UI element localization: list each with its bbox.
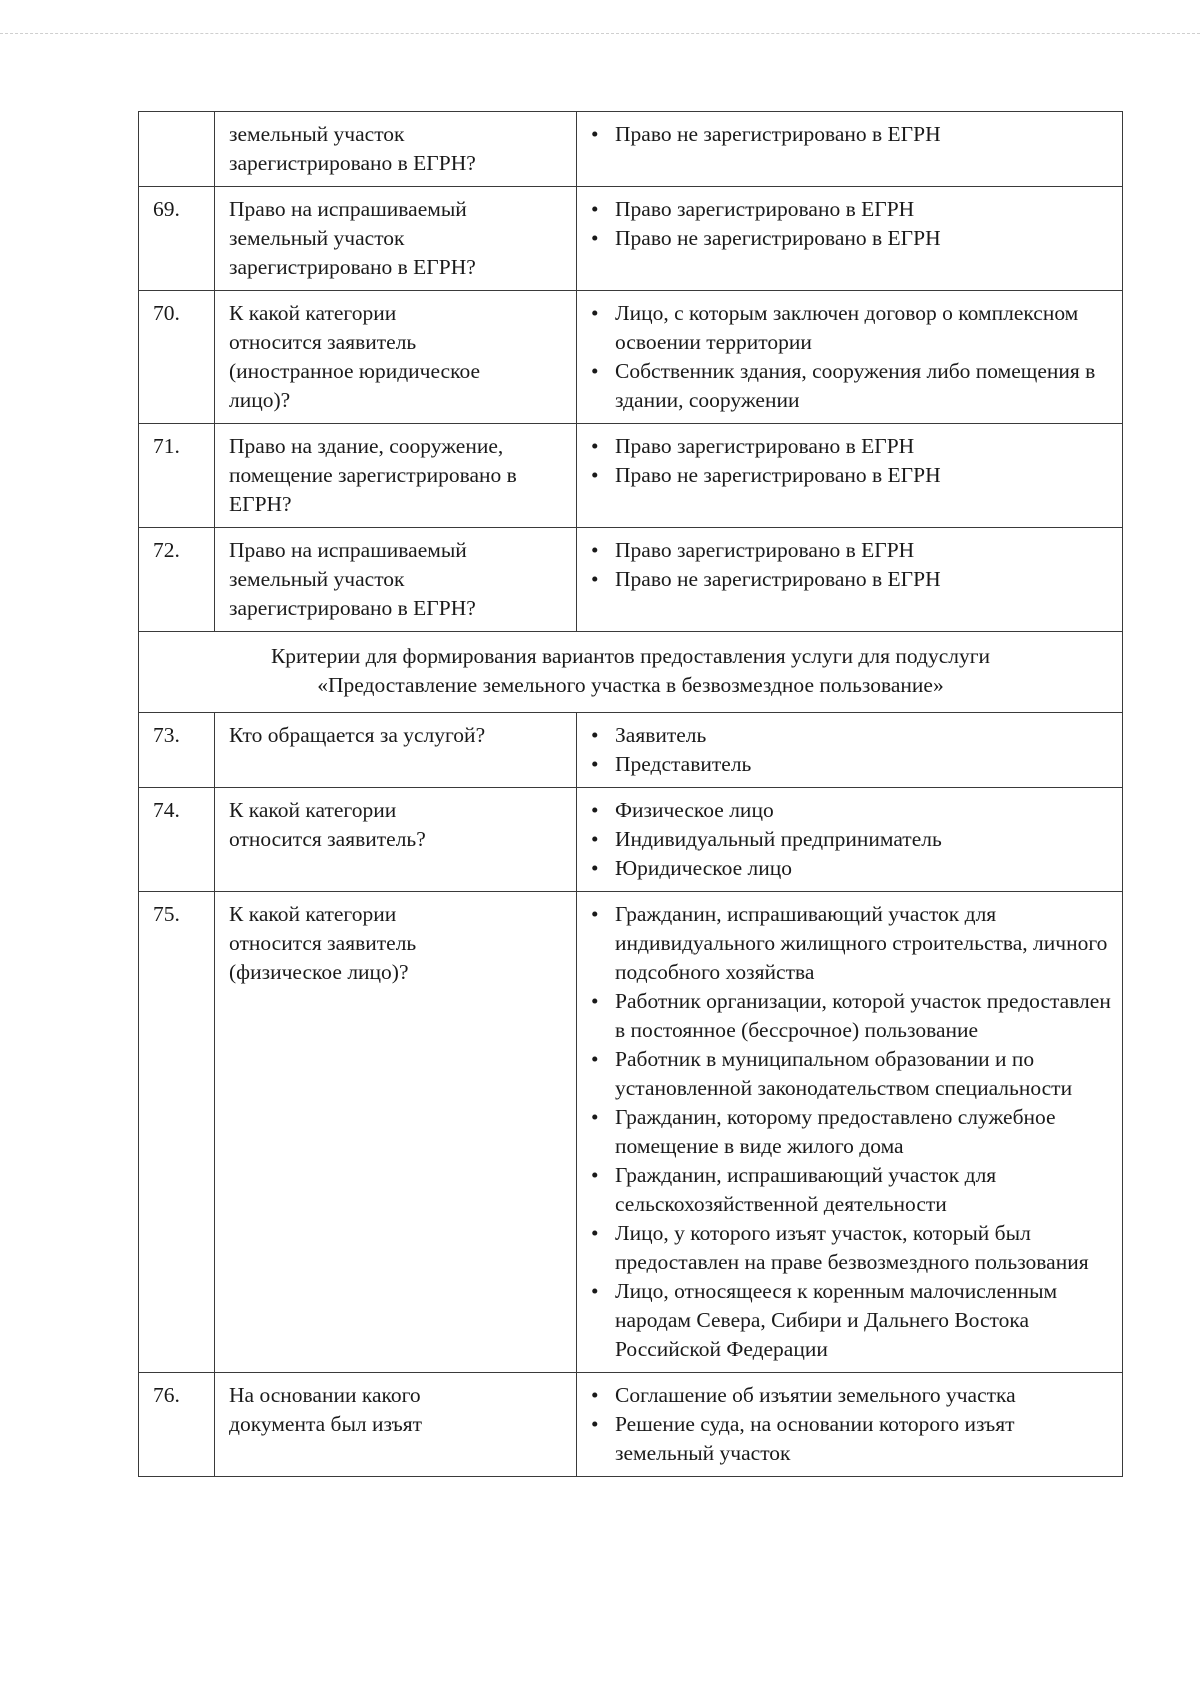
option-item: • Решение суда, на основании которого изъят земельный участок <box>591 1410 1112 1468</box>
criteria-rows-before <box>139 112 1123 632</box>
criteria-table <box>138 111 1123 1477</box>
option-item: • Работник в муниципальном образовании и по установленной законодательством специальности <box>591 1045 1112 1103</box>
row-question: Право на испрашиваемый земельный участок зарегистрировано в ЕГРН? <box>229 197 476 279</box>
options-list <box>591 1381 1112 1468</box>
option-item: • Гражданин, которому предоставлено служебное помещение в виде жилого дома <box>591 1103 1112 1161</box>
options-list <box>591 299 1112 415</box>
options-list <box>591 721 1112 779</box>
row-question-cell <box>215 1373 577 1477</box>
row-options-cell <box>577 291 1123 424</box>
row-number: 70. <box>139 291 215 424</box>
row-question: Кто обращается за услугой? <box>229 723 486 747</box>
option-item: • Право зарегистрировано в ЕГРН <box>591 536 1112 565</box>
row-question: Право на испрашиваемый земельный участок зарегистрировано в ЕГРН? <box>229 538 476 620</box>
table-row <box>139 713 1123 788</box>
options-list <box>591 120 1112 149</box>
row-number: 73. <box>139 713 215 788</box>
row-question-cell <box>215 528 577 632</box>
option-item: • Право не зарегистрировано в ЕГРН <box>591 120 1112 149</box>
table-row <box>139 1373 1123 1477</box>
options-list <box>591 536 1112 594</box>
row-number: 76. <box>139 1373 215 1477</box>
section-heading-row <box>139 632 1123 713</box>
row-options-cell <box>577 187 1123 291</box>
row-question-cell <box>215 892 577 1373</box>
row-number: 74. <box>139 788 215 892</box>
scan-top-rule <box>0 33 1200 34</box>
row-question-cell <box>215 187 577 291</box>
options-list <box>591 432 1112 490</box>
option-item: • Лицо, у которого изъят участок, который был предоставлен на праве безвозмездного пользования <box>591 1219 1112 1277</box>
row-options-cell <box>577 788 1123 892</box>
table-row <box>139 788 1123 892</box>
row-question: К какой категории относится заявитель (иностранное юридическое лицо)? <box>229 301 480 412</box>
row-question-cell <box>215 713 577 788</box>
option-item: • Индивидуальный предприниматель <box>591 825 1112 854</box>
table-row <box>139 187 1123 291</box>
option-item: • Лицо, относящееся к коренным малочисленным народам Севера, Сибири и Дальнего Востока Российской Федерации <box>591 1277 1112 1364</box>
table-row <box>139 424 1123 528</box>
row-number: 75. <box>139 892 215 1373</box>
row-number: 72. <box>139 528 215 632</box>
options-list <box>591 195 1112 253</box>
row-question: На основании какого документа был изъят <box>229 1383 423 1436</box>
option-item: • Право не зарегистрировано в ЕГРН <box>591 224 1112 253</box>
option-item: • Собственник здания, сооружения либо помещения в здании, сооружении <box>591 357 1112 415</box>
criteria-rows-after <box>139 713 1123 1477</box>
row-question-cell <box>215 788 577 892</box>
row-number <box>139 112 215 187</box>
row-question-cell <box>215 424 577 528</box>
row-number: 69. <box>139 187 215 291</box>
row-options-cell <box>577 892 1123 1373</box>
table-row <box>139 291 1123 424</box>
option-item: • Соглашение об изъятии земельного участка <box>591 1381 1112 1410</box>
option-item: • Представитель <box>591 750 1112 779</box>
row-question: К какой категории относится заявитель? <box>229 798 426 851</box>
option-item: • Заявитель <box>591 721 1112 750</box>
option-item: • Право зарегистрировано в ЕГРН <box>591 195 1112 224</box>
table-row <box>139 892 1123 1373</box>
row-number: 71. <box>139 424 215 528</box>
table-row <box>139 528 1123 632</box>
section-heading: Критерии для формирования вариантов предоставления услуги для подуслуги «Предоставление земельного участка в безвозмездное пользование» <box>139 632 1123 713</box>
table-row <box>139 112 1123 187</box>
option-item: • Лицо, с которым заключен договор о комплексном освоении территории <box>591 299 1112 357</box>
row-options-cell <box>577 713 1123 788</box>
row-options-cell <box>577 424 1123 528</box>
row-question: земельный участок зарегистрировано в ЕГРН? <box>229 122 476 175</box>
row-question: К какой категории относится заявитель (физическое лицо)? <box>229 902 417 984</box>
row-question: Право на здание, сооружение, помещение зарегистрировано в ЕГРН? <box>229 434 517 516</box>
option-item: • Право не зарегистрировано в ЕГРН <box>591 565 1112 594</box>
row-question-cell <box>215 112 577 187</box>
option-item: • Работник организации, которой участок предоставлен в постоянное (бессрочное) пользование <box>591 987 1112 1045</box>
row-question-cell <box>215 291 577 424</box>
options-list <box>591 796 1112 883</box>
option-item: • Физическое лицо <box>591 796 1112 825</box>
row-options-cell <box>577 1373 1123 1477</box>
option-item: • Право не зарегистрировано в ЕГРН <box>591 461 1112 490</box>
row-options-cell <box>577 528 1123 632</box>
options-list <box>591 900 1112 1364</box>
option-item: • Гражданин, испрашивающий участок для сельскохозяйственной деятельности <box>591 1161 1112 1219</box>
option-item: • Юридическое лицо <box>591 854 1112 883</box>
option-item: • Право зарегистрировано в ЕГРН <box>591 432 1112 461</box>
row-options-cell <box>577 112 1123 187</box>
option-item: • Гражданин, испрашивающий участок для индивидуального жилищного строительства, личного подсобного хозяйства <box>591 900 1112 987</box>
